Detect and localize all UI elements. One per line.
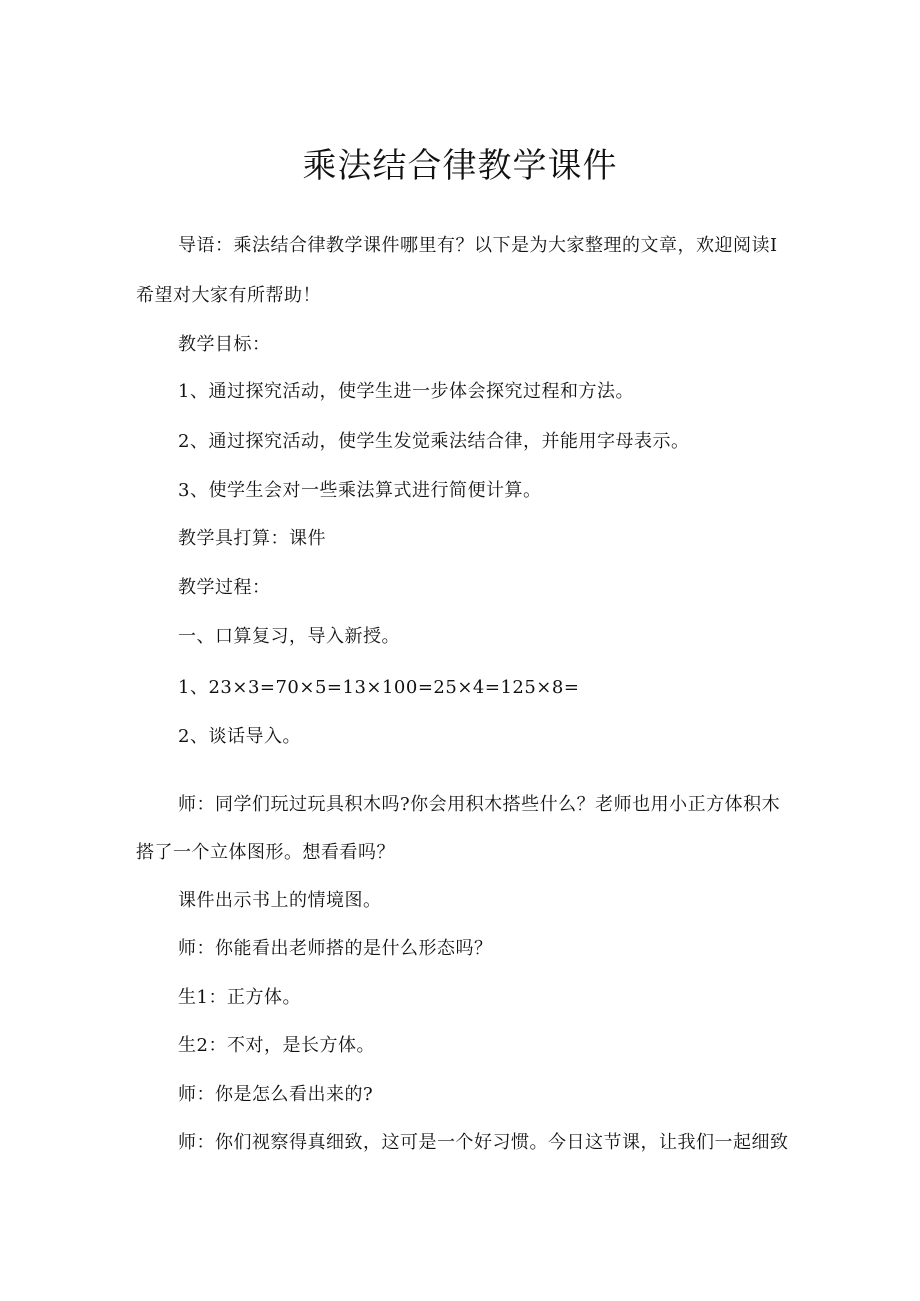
teacher-line-4: 师：你们视察得真细致，这可是一个好习惯。今日这节课，让我们一起细致 bbox=[178, 1132, 789, 1153]
student-1-line: 生1：正方体。 bbox=[178, 987, 301, 1008]
paragraph-intro-continued: 希望对大家有所帮助！ bbox=[136, 285, 321, 306]
teacher-line-1: 师：同学们玩过玩具积木吗?你会用积木搭些什么？老师也用小正方体积木 bbox=[178, 794, 781, 815]
teacher-line-3: 师：你是怎么看出来的? bbox=[178, 1084, 374, 1105]
goal-item-2: 2、通过探究活动，使学生发觉乘法结合律，并能用字母表示。 bbox=[178, 431, 690, 452]
teacher-line-2: 师：你能看出老师搭的是什么形态吗？ bbox=[178, 938, 493, 959]
heading-teaching-process: 教学过程： bbox=[178, 577, 271, 598]
document-title: 乘法结合律教学课件 bbox=[302, 146, 618, 186]
student-2-line: 生2：不对，是长方体。 bbox=[178, 1035, 375, 1056]
section-one-heading: 一、口算复习，导入新授。 bbox=[178, 626, 400, 647]
oral-calculation-item: 1、23×3=70×5=13×100=25×4=125×8= bbox=[178, 677, 580, 698]
paragraph-intro: 导语：乘法结合律教学课件哪里有？以下是为大家整理的文章，欢迎阅读I bbox=[178, 235, 778, 256]
heading-teaching-goals: 教学目标： bbox=[178, 334, 271, 355]
goal-item-3: 3、使学生会对一些乘法算式进行简便计算。 bbox=[178, 480, 542, 501]
teaching-tools: 教学具打算：课件 bbox=[178, 528, 326, 549]
goal-item-1: 1、通过探究活动，使学生进一步体会探究过程和方法。 bbox=[178, 381, 634, 402]
conversation-intro-item: 2、谈话导入。 bbox=[178, 726, 301, 747]
teacher-line-1-continued: 搭了一个立体图形。想看看吗？ bbox=[136, 842, 395, 863]
courseware-display: 课件出示书上的情境图。 bbox=[178, 890, 382, 911]
